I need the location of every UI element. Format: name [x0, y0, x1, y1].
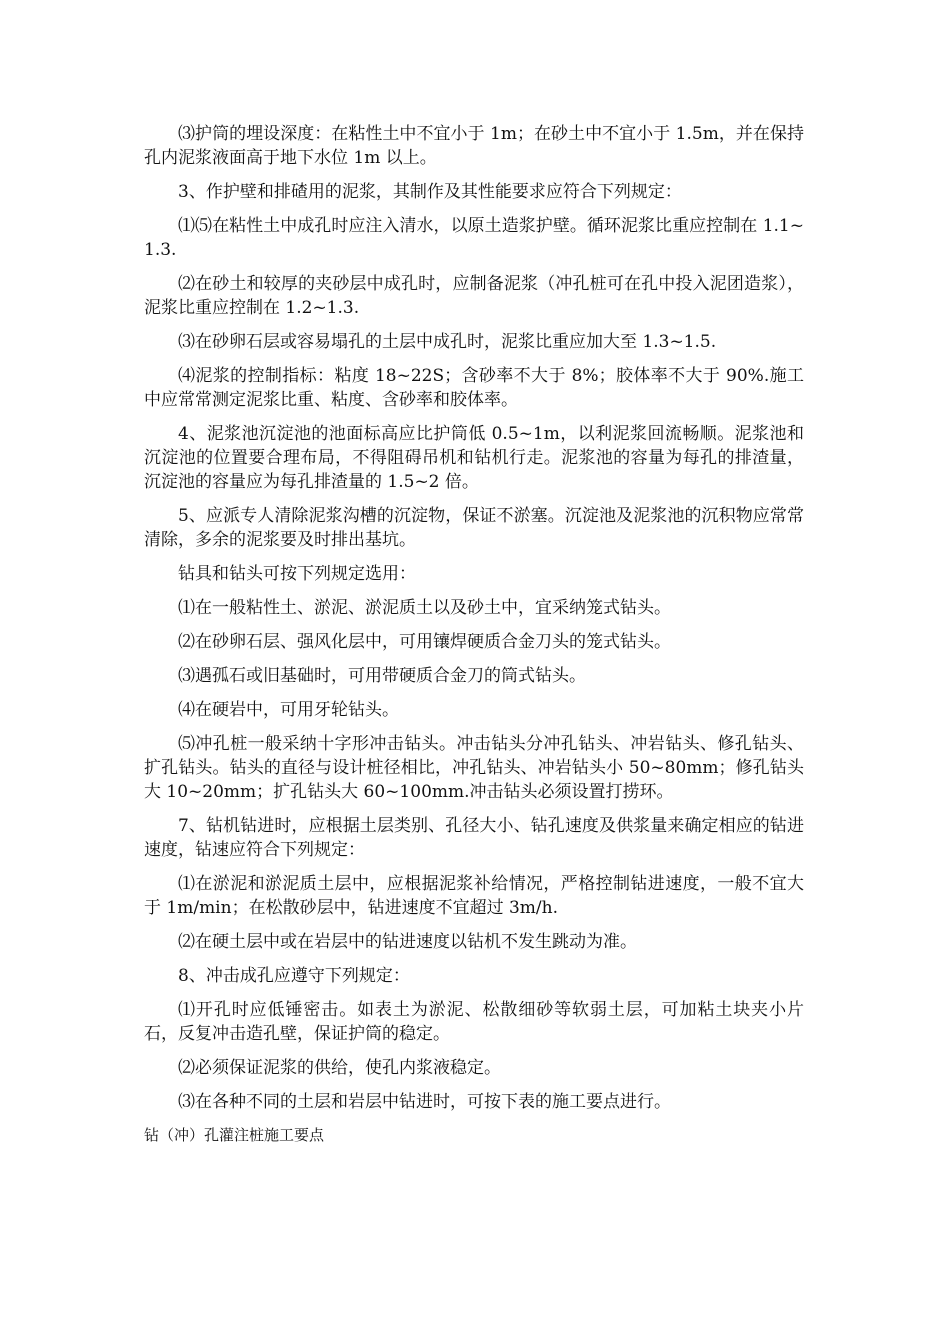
table-caption: 钻（冲）孔灌注桩施工要点: [144, 1126, 325, 1144]
paragraph-impact-start: ⑴开孔时应低锤密击。如表土为淤泥、松散细砂等软弱土层，可加粘土块夹小片石，反复冲击造孔壁，保证护筒的稳定。: [144, 1000, 804, 1044]
paragraph-speed-hard-soil: ⑵在硬土层中或在岩层中的钻进速度以钻机不发生跳动为准。: [178, 932, 637, 952]
paragraph-sand-mud: ⑵在砂土和较厚的夹砂层中成孔时，应制备泥浆（冲孔桩可在孔中投入泥团造浆），泥浆比重应控制在 1.2~1.3.: [144, 274, 804, 318]
paragraph-mud-requirements: 3、作护壁和排碴用的泥浆，其制作及其性能要求应符合下列规定：: [178, 182, 682, 202]
paragraph-drilling-speed: 7、钻机钻进时，应根据土层类别、孔径大小、钻孔速度及供浆量来确定相应的钻进速度，钻速应符合下列规定：: [144, 816, 804, 860]
paragraph-gravel-mud: ⑶在砂卵石层或容易塌孔的土层中成孔时，泥浆比重应加大至 1.3~1.5.: [178, 332, 717, 352]
paragraph-bit-gravel: ⑵在砂卵石层、强风化层中，可用镶焊硬质合金刀头的笼式钻头。: [178, 632, 671, 652]
paragraph-bit-impact: ⑸冲孔桩一般采纳十字形冲击钻头。冲击钻头分冲孔钻头、冲岩钻头、修孔钻头、扩孔钻头。钻头的直径与设计桩径相比，冲孔钻头、冲岩钻头小 50~80mm；修孔钻头大 10~20mm；扩孔钻头大 60~100mm.冲击钻头必须设置打捞环。: [144, 734, 804, 802]
paragraph-casing-depth: ⑶护筒的埋设深度：在粘性土中不宜小于 1m；在砂土中不宜小于 1.5m，并在保持孔内泥浆液面高于地下水位 1m 以上。: [144, 124, 804, 168]
paragraph-impact-mud-supply: ⑵必须保证泥浆的供给，使孔内浆液稳定。: [178, 1058, 501, 1078]
paragraph-impact-rules: 8、冲击成孔应遵守下列规定：: [178, 966, 410, 986]
paragraph-sediment-cleaning: 5、应派专人清除泥浆沟槽的沉淀物，保证不淤塞。沉淀池及泥浆池的沉积物应常常清除，多余的泥浆要及时排出基坑。: [144, 506, 804, 550]
paragraph-impact-layers: ⑶在各种不同的土层和岩层中钻进时，可按下表的施工要点进行。: [178, 1092, 671, 1112]
paragraph-clay-mud: ⑴⑸在粘性土中成孔时应注入清水，以原土造浆护壁。循环泥浆比重应控制在 1.1~1.3.: [144, 216, 804, 260]
document-page: [144, 122, 804, 1146]
paragraph-bit-hard-rock: ⑷在硬岩中，可用牙轮钻头。: [178, 700, 399, 720]
paragraph-mud-indicators: ⑷泥浆的控制指标：粘度 18~22S；含砂率不大于 8%；胶体率不大于 90%.施工中应常常测定泥浆比重、粘度、含砂率和胶体率。: [144, 366, 804, 410]
paragraph-mud-pit: 4、泥浆池沉淀池的池面标高应比护筒低 0.5~1m，以利泥浆回流畅顺。泥浆池和沉淀池的位置要合理布局，不得阻碍吊机和钻机行走。泥浆池的容量为每孔的排渣量，沉淀池的容量应为每孔排渣量的 1.5~2 倍。: [144, 424, 804, 492]
paragraph-speed-silt: ⑴在淤泥和淤泥质土层中，应根据泥浆补给情况，严格控制钻进速度，一般不宜大于 1m/min；在松散砂层中，钻进速度不宜超过 3m/h.: [144, 874, 804, 918]
paragraph-bit-clay: ⑴在一般粘性土、淤泥、淤泥质土以及砂土中，宜采纳笼式钻头。: [178, 598, 671, 618]
paragraph-bit-boulder: ⑶遇孤石或旧基础时，可用带硬质合金刀的筒式钻头。: [178, 666, 586, 686]
paragraph-drill-bit-selection: 钻具和钻头可按下列规定选用：: [178, 564, 416, 584]
